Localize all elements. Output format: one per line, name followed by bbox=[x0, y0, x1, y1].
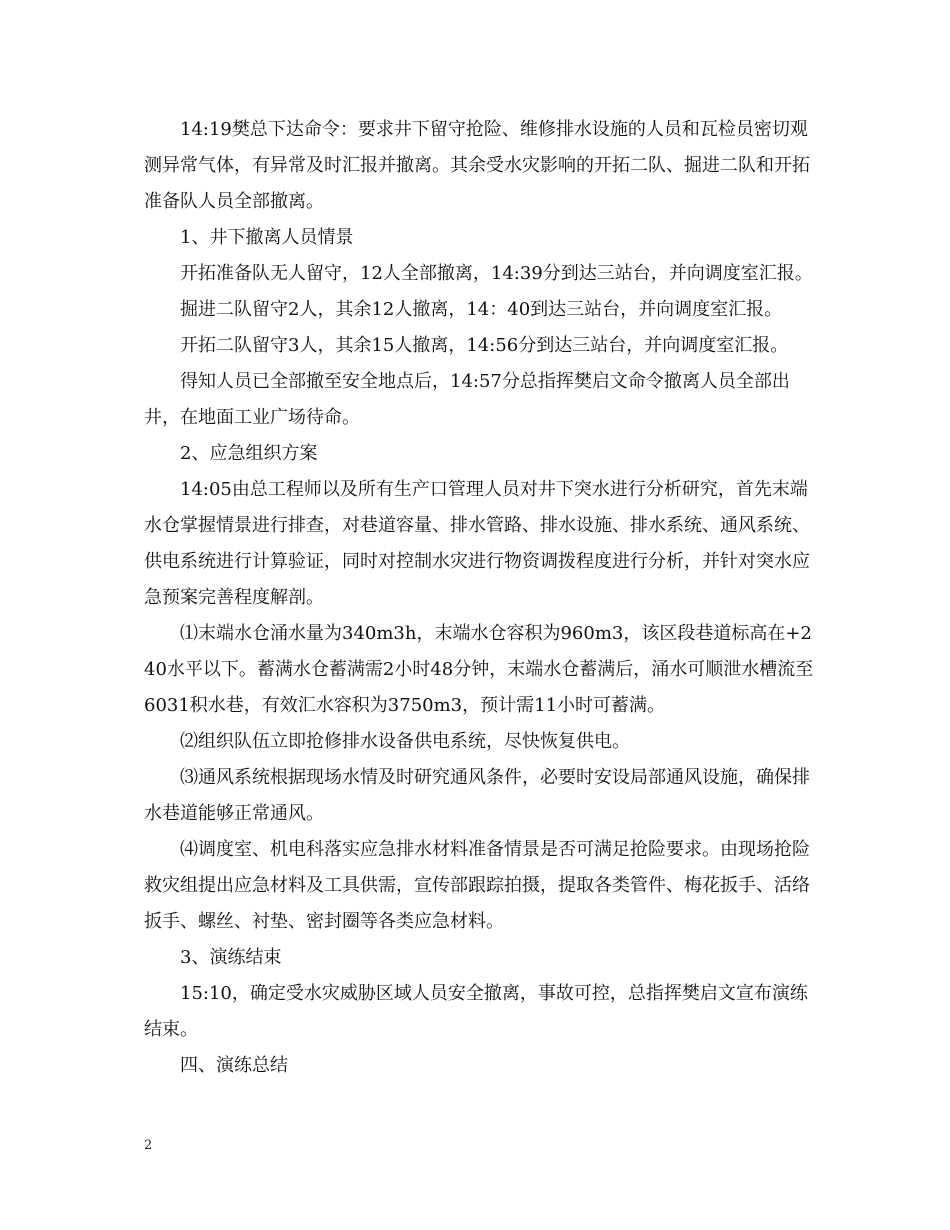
page-number: 2 bbox=[144, 1138, 153, 1153]
paragraph-tunneling-team-2: 掘进二队留守2人，其余12人撤离，14：40到达三站台，并向调度室汇报。 bbox=[180, 299, 783, 320]
paragraph-item-3-ventilation: ⑶通风系统根据现场水情及时研究通风条件，必要时安设局部通风设施，确保排水巷道能够正常通风。 bbox=[144, 767, 810, 824]
heading-drill-summary: 四、演练总结 bbox=[180, 1055, 288, 1076]
paragraph-drill-end: 15:10，确定受水灾威胁区域人员安全撤离，事故可控，总指挥樊启文宣布演练结束。 bbox=[144, 983, 808, 1040]
paragraph-analysis: 14:05由总工程师以及所有生产口管理人员对井下突水进行分析研究，首先末端水仓掌握情景进行排查，对巷道容量、排水管路、排水设施、排水系统、通风系统、供电系统进行计算验证，同时对控制水灾进行物资调拨程度进行分析，并针对突水应急预案完善程度解剖。 bbox=[144, 479, 810, 608]
paragraph-development-team-2: 开拓二队留守3人，其余15人撤离，14:56分到达三站台，并向调度室汇报。 bbox=[180, 335, 789, 356]
paragraph-prep-team: 开拓准备队无人留守，12人全部撤离，14:39分到达三站台，并向调度室汇报。 bbox=[180, 263, 813, 284]
document-body bbox=[144, 112, 814, 1084]
paragraph-item-2-power: ⑵组织队伍立即抢修排水设备供电系统，尽快恢复供电。 bbox=[180, 731, 630, 752]
paragraph-all-evacuated: 得知人员已全部撤至安全地点后，14:57分总指挥樊启文命令撤离人员全部出井，在地面工业广场待命。 bbox=[144, 371, 790, 428]
paragraph-item-4-materials: ⑷调度室、机电科落实应急排水材料准备情景是否可满足抢险要求。由现场抢险救灾组提出应急材料及工具供需，宣传部跟踪拍摄，提取各类管件、梅花扳手、活络扳手、螺丝、衬垫、密封圈等各类应急材料。 bbox=[144, 839, 810, 932]
heading-emergency-plan: 2、应急组织方案 bbox=[180, 443, 318, 464]
heading-evacuation-status: 1、井下撤离人员情景 bbox=[180, 227, 354, 248]
paragraph-item-1-sump: ⑴末端水仓涌水量为340m3h，末端水仓容积为960m3，该区段巷道标高在+240水平以下。蓄满水仓蓄满需2小时48分钟，末端水仓蓄满后，涌水可顺泄水槽流至6031积水巷，有效汇水容积为3750m3，预计需11小时可蓄满。 bbox=[144, 623, 814, 716]
heading-drill-end: 3、演练结束 bbox=[180, 947, 282, 968]
paragraph-order-issued: 14:19樊总下达命令：要求井下留守抢险、维修排水设施的人员和瓦检员密切观测异常气体，有异常及时汇报并撤离。其余受水灾影响的开拓二队、掘进二队和开拓准备队人员全部撤离。 bbox=[144, 119, 810, 212]
